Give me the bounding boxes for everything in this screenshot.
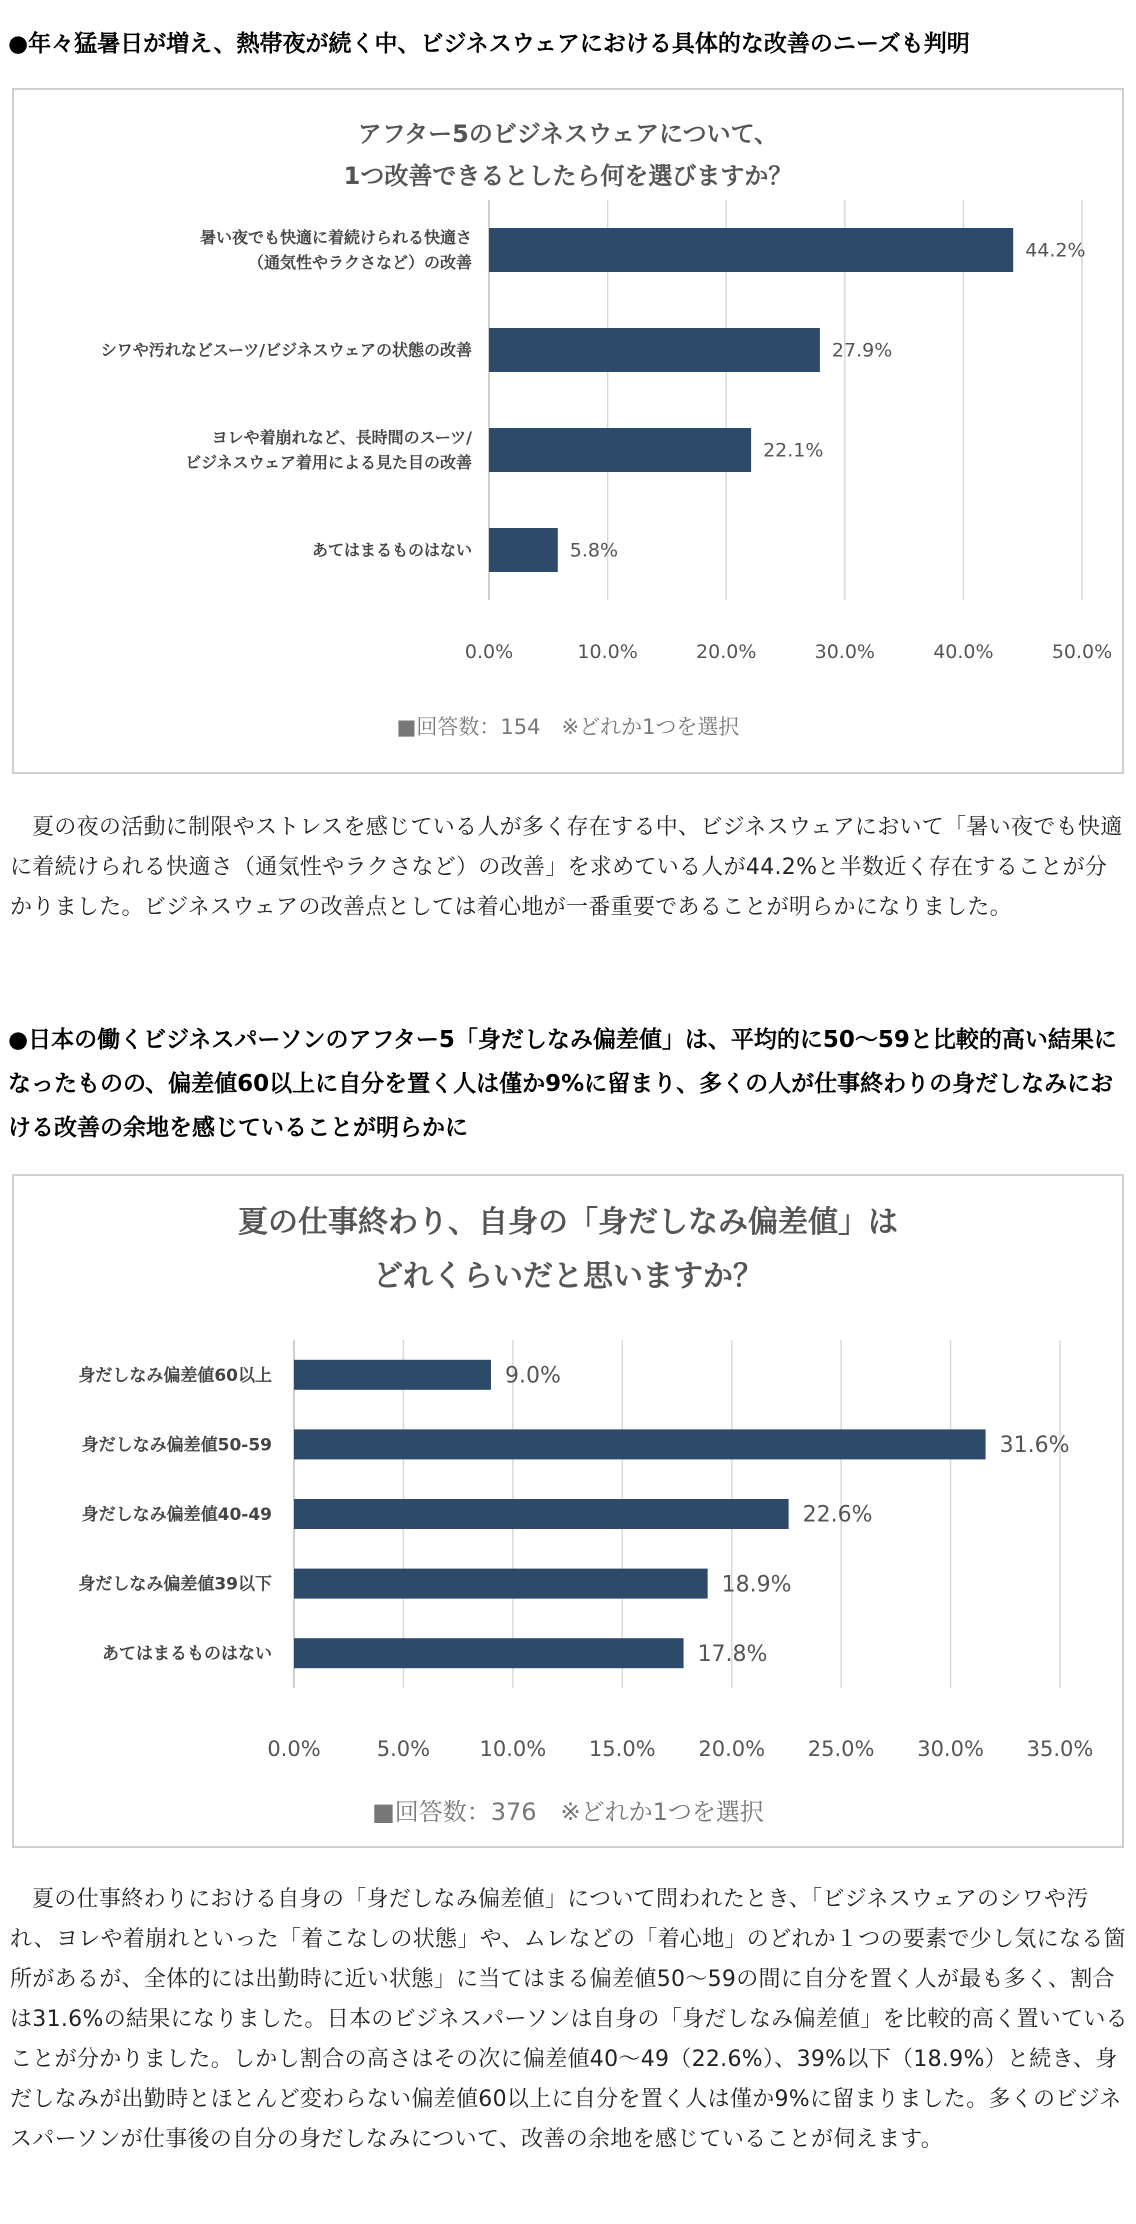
- category-label: ヨレや着崩れなど、長時間のスーツ/: [211, 428, 472, 448]
- category-label: 身だしなみ偏差値39以下: [78, 1574, 272, 1595]
- x-tick-label: 10.0%: [577, 641, 638, 663]
- chart-title-line: 1つ改善できるとしたら何を選びますか？: [343, 162, 793, 190]
- bar: [489, 228, 1013, 272]
- bar: [294, 1499, 789, 1529]
- bar-value-label: 31.6%: [999, 1433, 1070, 1459]
- section2-paragraph: 夏の仕事終わりにおける自身の「身だしなみ偏差値」について問われたとき、「ビジネスウェアのシワや汚れ、ヨレや着崩れといった「着こなしの状態」や、ムレなどの「着心地」のどれか１つの要素で少し気になる箇所があるが、全体的には出勤時に近い状態」に当てはまる偏差値50〜59の間に自分を置く人が最も多く、割合は31.6%の結果になりました。日本のビジネスパーソンは自身の「身だしなみ偏差値」を比較的高く置いていることが分かりました。しかし割合の高さはその次に偏差値40〜49（22.6%）、39%以下（18.9%）と続き、身だしなみが出勤時とほとんど変わらない偏差値60以上に自分を置く人は僅か9%に留まりました。多くのビジネスパーソンが仕事後の自分の身だしなみについて、改善の余地を感じていることが伺えます。: [10, 1887, 1128, 2152]
- x-tick-label: 20.0%: [696, 641, 757, 663]
- section1-paragraph: 夏の夜の活動に制限やストレスを感じている人が多く存在する中、ビジネスウェアにおいて「暑い夜でも快適に着続けられる快適さ（通気性やラクさなど）の改善」を求めている人が44.2%と半数近く存在することが分かりました。ビジネスウェアの改善点としては着心地が一番重要であることが明らかになりました。: [10, 815, 1123, 920]
- bar: [489, 328, 820, 372]
- category-label: （通気性やラクさなど）の改善: [247, 253, 472, 272]
- chart-1-svg: [14, 90, 1122, 772]
- category-label: あてはまるものはない: [102, 1644, 272, 1665]
- x-tick-label: 40.0%: [933, 641, 994, 663]
- chart-title-line: 夏の仕事終わり、自身の「身だしなみ偏差値」は: [238, 1205, 898, 1240]
- category-label: ビジネスウェア着用による見た目の改善: [185, 453, 472, 472]
- bar-value-label: 44.2%: [1025, 239, 1086, 262]
- category-label: 身だしなみ偏差値40-49: [81, 1504, 272, 1525]
- category-label: 身だしなみ偏差値50-59: [81, 1435, 272, 1456]
- chart-legend: ■回答数：376 ※どれか1つを選択: [372, 1798, 764, 1826]
- chart-title-line: アフター5のビジネスウェアについて、: [357, 120, 779, 148]
- x-tick-label: 15.0%: [588, 1737, 656, 1761]
- bar: [489, 428, 751, 472]
- section2-heading: ●日本の働くビジネスパーソンのアフター5「身だしなみ偏差値」は、平均的に50〜59と比較的高い結果になったものの、偏差値60以上に自分を置く人は僅か9%に留まり、多くの人が仕事終わりの身だしなみにおける改善の余地を感じていることが明らかに: [8, 1027, 1117, 1141]
- category-label: 暑い夜でも快適に着続けられる快適さ: [199, 228, 472, 248]
- bar-value-label: 9.0%: [504, 1363, 561, 1389]
- category-label: 身だしなみ偏差値60以上: [78, 1365, 272, 1386]
- bar: [294, 1569, 708, 1599]
- chart-legend: ■回答数：154 ※どれか1つを選択: [396, 715, 740, 739]
- chart-1: [12, 88, 1124, 774]
- bar: [294, 1638, 684, 1668]
- x-tick-label: 50.0%: [1051, 641, 1113, 663]
- x-tick-label: 25.0%: [807, 1737, 875, 1761]
- x-tick-label: 5.0%: [376, 1737, 431, 1761]
- chart-2: [12, 1174, 1124, 1848]
- bar-value-label: 22.1%: [763, 439, 824, 462]
- x-tick-label: 0.0%: [267, 1737, 321, 1761]
- section1-heading: ●年々猛暑日が増え、熱帯夜が続く中、ビジネスウェアにおける具体的な改善のニーズも判明: [8, 31, 970, 57]
- x-tick-label: 35.0%: [1026, 1737, 1094, 1761]
- chart-2-svg: [14, 1176, 1122, 1846]
- bar: [294, 1429, 986, 1459]
- bar: [489, 528, 558, 572]
- bar: [294, 1360, 491, 1390]
- bar-value-label: 22.6%: [802, 1502, 873, 1528]
- x-tick-label: 30.0%: [814, 641, 875, 663]
- bar-value-label: 17.8%: [697, 1641, 768, 1667]
- x-tick-label: 0.0%: [464, 641, 514, 663]
- x-tick-label: 10.0%: [479, 1737, 547, 1761]
- bar-value-label: 18.9%: [721, 1572, 792, 1598]
- x-tick-label: 30.0%: [917, 1737, 984, 1761]
- chart-title-line: どれくらいだと思いますか？: [373, 1259, 763, 1294]
- category-label: あてはまるものはない: [311, 540, 472, 560]
- category-label: シワや汚れなどスーツ/ビジネスウェアの状態の改善: [100, 340, 472, 360]
- bar-value-label: 27.9%: [831, 339, 893, 362]
- x-tick-label: 20.0%: [698, 1737, 766, 1761]
- bar-value-label: 5.8%: [569, 539, 619, 562]
